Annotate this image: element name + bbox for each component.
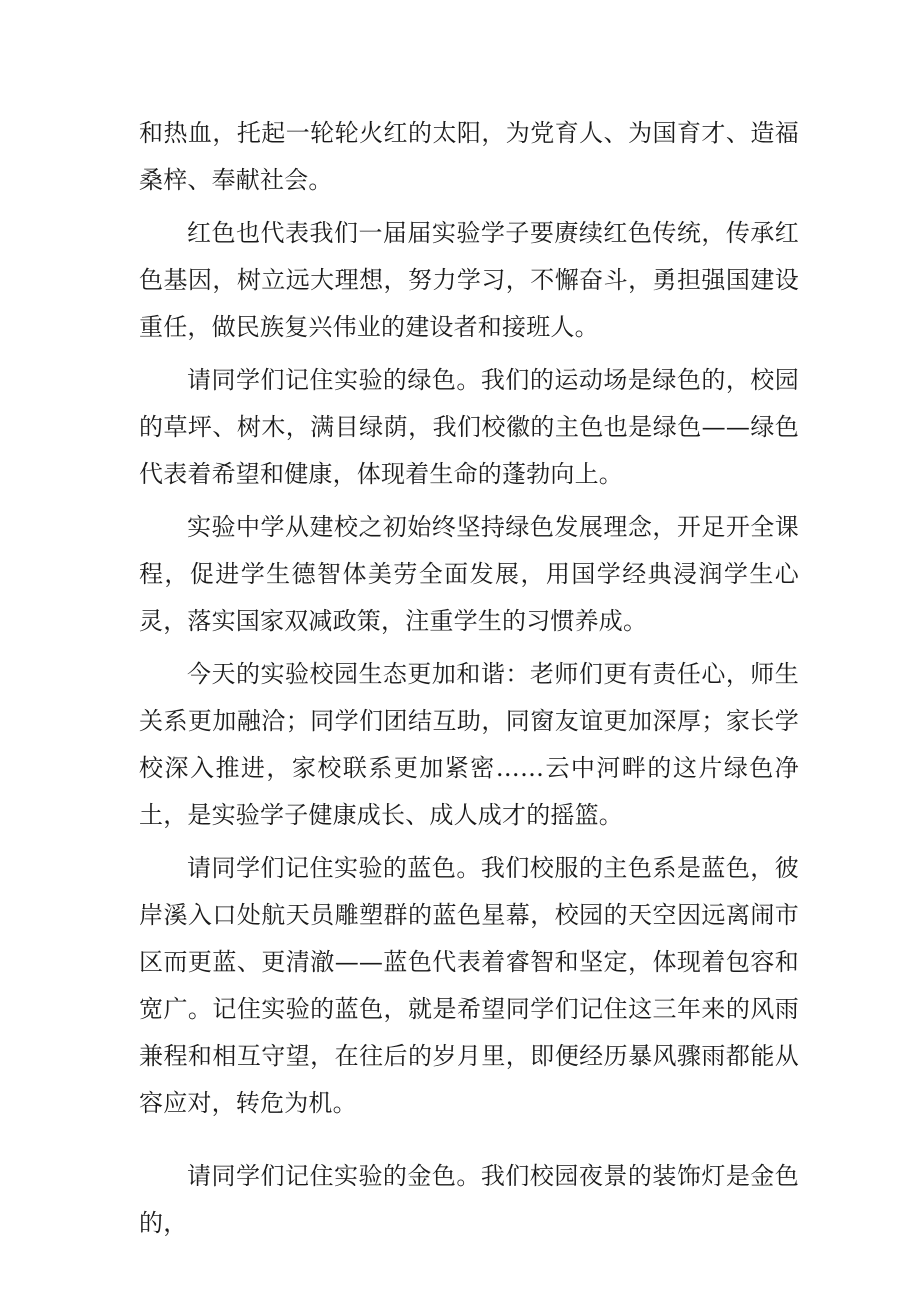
paragraph-5: 今天的实验校园生态更加和谐：老师们更有责任心，师生关系更加融洽；同学们团结互助，同窗友谊更加深厚；家长学校深入推进，家校联系更加紧密……云中河畔的这片绿色净土，是实验学子健康成长、成人成才的摇篮。 <box>139 660 799 829</box>
paragraph-3: 请同学们记住实验的绿色。我们的运动场是绿色的，校园的草坪、树木，满目绿荫，我们校徽的主色也是绿色——绿色代表着希望和健康，体现着生命的蓬勃向上。 <box>139 366 799 488</box>
document-body <box>139 110 799 1253</box>
paragraph-1: 和热血，托起一轮轮火红的太阳，为党育人、为国育才、造福桑梓、奉献社会。 <box>139 119 799 194</box>
paragraph-4: 实验中学从建校之初始终坚持绿色发展理念，开足开全课程，促进学生德智体美劳全面发展，用国学经典浸润学生心灵，落实国家双减政策，注重学生的习惯养成。 <box>139 513 799 635</box>
paragraph-7: 请同学们记住实验的金色。我们校园夜景的装饰灯是金色的， <box>139 1162 799 1237</box>
paragraph-2: 红色也代表我们一届届实验学子要赓续红色传统，传承红色基因，树立远大理想，努力学习，不懈奋斗，勇担强国建设重任，做民族复兴伟业的建设者和接班人。 <box>139 219 799 341</box>
paragraph-6: 请同学们记住实验的蓝色。我们校服的主色系是蓝色，彼岸溪入口处航天员雕塑群的蓝色星幕，校园的天空因远离闹市区而更蓝、更清澈——蓝色代表着睿智和坚定，体现着包容和宽广。记住实验的蓝色，就是希望同学们记住这三年来的风雨兼程和相互守望，在往后的岁月里，即便经历暴风骤雨都能从容应对，转危为机。 <box>139 854 799 1117</box>
